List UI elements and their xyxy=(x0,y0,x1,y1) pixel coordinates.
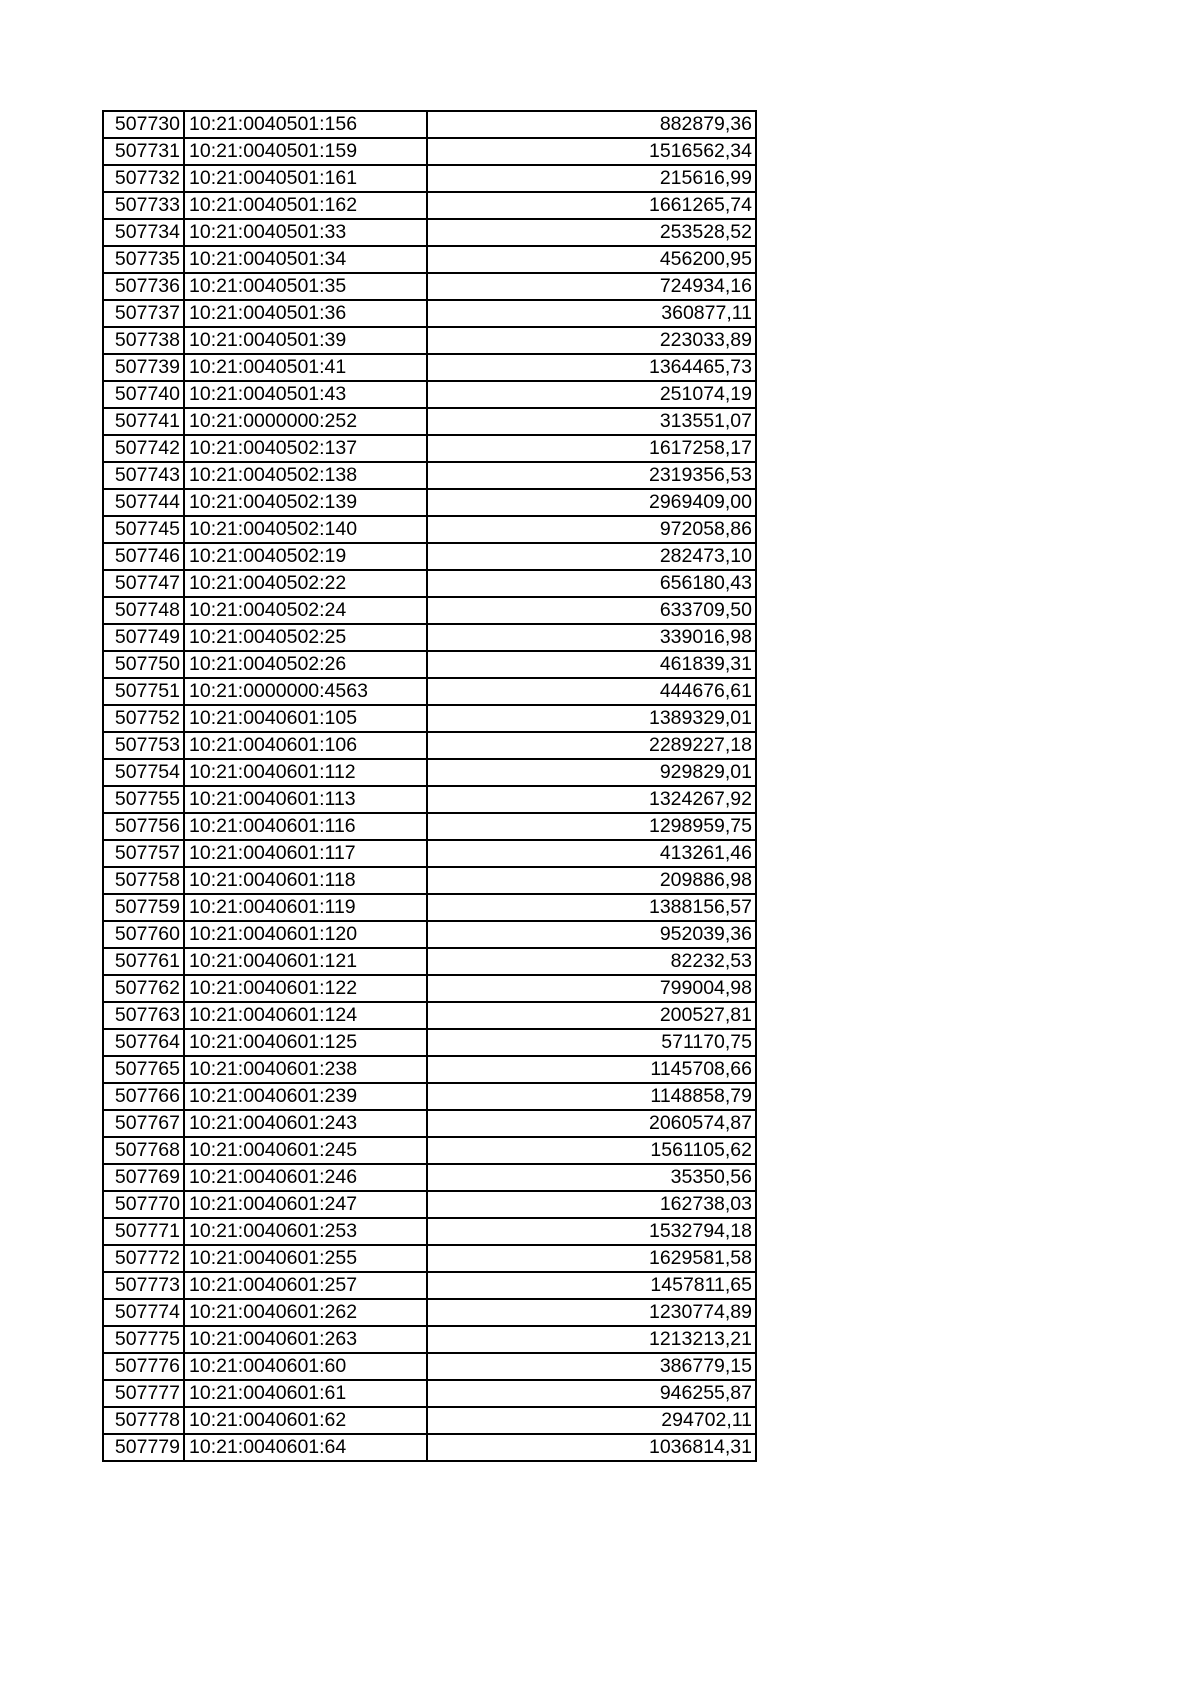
value-cell: 946255,87 xyxy=(427,1380,756,1407)
row-id-cell: 507776 xyxy=(103,1353,184,1380)
row-id-cell: 507730 xyxy=(103,111,184,138)
row-id-cell: 507762 xyxy=(103,975,184,1002)
cadastral-number-cell: 10:21:0040601:239 xyxy=(184,1083,427,1110)
row-id-cell: 507760 xyxy=(103,921,184,948)
table-row xyxy=(103,1245,756,1272)
cadastral-number-cell: 10:21:0040601:121 xyxy=(184,948,427,975)
row-id-cell: 507756 xyxy=(103,813,184,840)
value-cell: 35350,56 xyxy=(427,1164,756,1191)
cadastral-number-cell: 10:21:0040601:238 xyxy=(184,1056,427,1083)
table-row xyxy=(103,786,756,813)
cadastral-number-cell: 10:21:0040601:116 xyxy=(184,813,427,840)
row-id-cell: 507754 xyxy=(103,759,184,786)
cadastral-number-cell: 10:21:0040601:122 xyxy=(184,975,427,1002)
table-row xyxy=(103,381,756,408)
table-row xyxy=(103,840,756,867)
cadastral-number-cell: 10:21:0040502:139 xyxy=(184,489,427,516)
value-cell: 1298959,75 xyxy=(427,813,756,840)
row-id-cell: 507773 xyxy=(103,1272,184,1299)
table-row xyxy=(103,678,756,705)
row-id-cell: 507772 xyxy=(103,1245,184,1272)
table-row xyxy=(103,894,756,921)
table-row xyxy=(103,1218,756,1245)
row-id-cell: 507757 xyxy=(103,840,184,867)
value-cell: 294702,11 xyxy=(427,1407,756,1434)
cadastral-number-cell: 10:21:0040601:120 xyxy=(184,921,427,948)
row-id-cell: 507749 xyxy=(103,624,184,651)
table-row xyxy=(103,1191,756,1218)
value-cell: 1145708,66 xyxy=(427,1056,756,1083)
cadastral-number-cell: 10:21:0040501:34 xyxy=(184,246,427,273)
cadastral-number-cell: 10:21:0040501:39 xyxy=(184,327,427,354)
table-row xyxy=(103,948,756,975)
table-row xyxy=(103,219,756,246)
row-id-cell: 507770 xyxy=(103,1191,184,1218)
value-cell: 2060574,87 xyxy=(427,1110,756,1137)
value-cell: 1324267,92 xyxy=(427,786,756,813)
row-id-cell: 507731 xyxy=(103,138,184,165)
row-id-cell: 507768 xyxy=(103,1137,184,1164)
cadastral-number-cell: 10:21:0040502:25 xyxy=(184,624,427,651)
row-id-cell: 507753 xyxy=(103,732,184,759)
data-table xyxy=(102,110,757,1462)
cadastral-number-cell: 10:21:0040502:140 xyxy=(184,516,427,543)
table-row xyxy=(103,300,756,327)
value-cell: 162738,03 xyxy=(427,1191,756,1218)
table-row xyxy=(103,1299,756,1326)
value-cell: 1457811,65 xyxy=(427,1272,756,1299)
row-id-cell: 507746 xyxy=(103,543,184,570)
value-cell: 413261,46 xyxy=(427,840,756,867)
row-id-cell: 507747 xyxy=(103,570,184,597)
value-cell: 1516562,34 xyxy=(427,138,756,165)
row-id-cell: 507742 xyxy=(103,435,184,462)
table-row xyxy=(103,462,756,489)
row-id-cell: 507736 xyxy=(103,273,184,300)
value-cell: 1532794,18 xyxy=(427,1218,756,1245)
value-cell: 1661265,74 xyxy=(427,192,756,219)
row-id-cell: 507777 xyxy=(103,1380,184,1407)
table-row xyxy=(103,1164,756,1191)
value-cell: 2319356,53 xyxy=(427,462,756,489)
value-cell: 724934,16 xyxy=(427,273,756,300)
table-row xyxy=(103,273,756,300)
value-cell: 200527,81 xyxy=(427,1002,756,1029)
table-row xyxy=(103,543,756,570)
cadastral-number-cell: 10:21:0040601:118 xyxy=(184,867,427,894)
row-id-cell: 507765 xyxy=(103,1056,184,1083)
value-cell: 1036814,31 xyxy=(427,1434,756,1461)
value-cell: 1213213,21 xyxy=(427,1326,756,1353)
value-cell: 339016,98 xyxy=(427,624,756,651)
cadastral-number-cell: 10:21:0040501:43 xyxy=(184,381,427,408)
cadastral-number-cell: 10:21:0040502:22 xyxy=(184,570,427,597)
row-id-cell: 507737 xyxy=(103,300,184,327)
value-cell: 360877,11 xyxy=(427,300,756,327)
table-row xyxy=(103,246,756,273)
table-row xyxy=(103,435,756,462)
value-cell: 209886,98 xyxy=(427,867,756,894)
table-row xyxy=(103,570,756,597)
cadastral-number-cell: 10:21:0040601:125 xyxy=(184,1029,427,1056)
table-row xyxy=(103,1353,756,1380)
table-row xyxy=(103,624,756,651)
cadastral-number-cell: 10:21:0000000:4563 xyxy=(184,678,427,705)
row-id-cell: 507745 xyxy=(103,516,184,543)
table-row xyxy=(103,489,756,516)
table-row xyxy=(103,408,756,435)
cadastral-number-cell: 10:21:0040501:156 xyxy=(184,111,427,138)
row-id-cell: 507738 xyxy=(103,327,184,354)
cadastral-number-cell: 10:21:0040601:119 xyxy=(184,894,427,921)
cadastral-number-cell: 10:21:0040601:257 xyxy=(184,1272,427,1299)
value-cell: 2969409,00 xyxy=(427,489,756,516)
value-cell: 223033,89 xyxy=(427,327,756,354)
cadastral-number-cell: 10:21:0040601:263 xyxy=(184,1326,427,1353)
value-cell: 282473,10 xyxy=(427,543,756,570)
row-id-cell: 507740 xyxy=(103,381,184,408)
row-id-cell: 507733 xyxy=(103,192,184,219)
value-cell: 656180,43 xyxy=(427,570,756,597)
row-id-cell: 507750 xyxy=(103,651,184,678)
cadastral-number-cell: 10:21:0040501:162 xyxy=(184,192,427,219)
cadastral-number-cell: 10:21:0040601:247 xyxy=(184,1191,427,1218)
value-cell: 1388156,57 xyxy=(427,894,756,921)
table-row xyxy=(103,813,756,840)
row-id-cell: 507764 xyxy=(103,1029,184,1056)
value-cell: 952039,36 xyxy=(427,921,756,948)
value-cell: 215616,99 xyxy=(427,165,756,192)
row-id-cell: 507774 xyxy=(103,1299,184,1326)
table-row xyxy=(103,1380,756,1407)
row-id-cell: 507748 xyxy=(103,597,184,624)
value-cell: 882879,36 xyxy=(427,111,756,138)
value-cell: 1617258,17 xyxy=(427,435,756,462)
table-row xyxy=(103,354,756,381)
cadastral-number-cell: 10:21:0040601:243 xyxy=(184,1110,427,1137)
table-row xyxy=(103,1326,756,1353)
value-cell: 1230774,89 xyxy=(427,1299,756,1326)
cadastral-number-cell: 10:21:0040601:245 xyxy=(184,1137,427,1164)
row-id-cell: 507775 xyxy=(103,1326,184,1353)
row-id-cell: 507744 xyxy=(103,489,184,516)
table-row xyxy=(103,921,756,948)
table-row xyxy=(103,732,756,759)
row-id-cell: 507734 xyxy=(103,219,184,246)
value-cell: 386779,15 xyxy=(427,1353,756,1380)
table-row xyxy=(103,165,756,192)
table-row xyxy=(103,1434,756,1461)
table-row xyxy=(103,759,756,786)
row-id-cell: 507741 xyxy=(103,408,184,435)
table-row xyxy=(103,327,756,354)
cadastral-number-cell: 10:21:0040601:113 xyxy=(184,786,427,813)
cadastral-number-cell: 10:21:0040501:159 xyxy=(184,138,427,165)
row-id-cell: 507739 xyxy=(103,354,184,381)
row-id-cell: 507778 xyxy=(103,1407,184,1434)
value-cell: 82232,53 xyxy=(427,948,756,975)
row-id-cell: 507735 xyxy=(103,246,184,273)
value-cell: 253528,52 xyxy=(427,219,756,246)
table-row xyxy=(103,1137,756,1164)
value-cell: 251074,19 xyxy=(427,381,756,408)
cadastral-number-cell: 10:21:0040601:62 xyxy=(184,1407,427,1434)
cadastral-number-cell: 10:21:0040502:137 xyxy=(184,435,427,462)
cadastral-number-cell: 10:21:0040601:61 xyxy=(184,1380,427,1407)
cadastral-number-cell: 10:21:0040501:161 xyxy=(184,165,427,192)
table-row xyxy=(103,705,756,732)
cadastral-number-cell: 10:21:0040601:105 xyxy=(184,705,427,732)
cadastral-number-cell: 10:21:0040601:253 xyxy=(184,1218,427,1245)
value-cell: 313551,07 xyxy=(427,408,756,435)
value-cell: 633709,50 xyxy=(427,597,756,624)
value-cell: 456200,95 xyxy=(427,246,756,273)
cadastral-number-cell: 10:21:0040501:41 xyxy=(184,354,427,381)
table-row xyxy=(103,1110,756,1137)
table-row xyxy=(103,516,756,543)
row-id-cell: 507769 xyxy=(103,1164,184,1191)
cadastral-number-cell: 10:21:0040601:117 xyxy=(184,840,427,867)
row-id-cell: 507766 xyxy=(103,1083,184,1110)
value-cell: 1364465,73 xyxy=(427,354,756,381)
cadastral-number-cell: 10:21:0040502:26 xyxy=(184,651,427,678)
table-row xyxy=(103,975,756,1002)
row-id-cell: 507751 xyxy=(103,678,184,705)
table-row xyxy=(103,1029,756,1056)
value-cell: 1561105,62 xyxy=(427,1137,756,1164)
row-id-cell: 507752 xyxy=(103,705,184,732)
cadastral-number-cell: 10:21:0040502:24 xyxy=(184,597,427,624)
value-cell: 444676,61 xyxy=(427,678,756,705)
row-id-cell: 507779 xyxy=(103,1434,184,1461)
cadastral-number-cell: 10:21:0000000:252 xyxy=(184,408,427,435)
cadastral-number-cell: 10:21:0040502:138 xyxy=(184,462,427,489)
value-cell: 929829,01 xyxy=(427,759,756,786)
table-row xyxy=(103,1272,756,1299)
cadastral-number-cell: 10:21:0040601:255 xyxy=(184,1245,427,1272)
table-row xyxy=(103,1002,756,1029)
row-id-cell: 507767 xyxy=(103,1110,184,1137)
value-cell: 799004,98 xyxy=(427,975,756,1002)
cadastral-number-cell: 10:21:0040501:35 xyxy=(184,273,427,300)
row-id-cell: 507743 xyxy=(103,462,184,489)
cadastral-number-cell: 10:21:0040501:36 xyxy=(184,300,427,327)
table-row xyxy=(103,1056,756,1083)
table-body xyxy=(103,111,756,1461)
table-row xyxy=(103,111,756,138)
value-cell: 1629581,58 xyxy=(427,1245,756,1272)
cadastral-number-cell: 10:21:0040601:124 xyxy=(184,1002,427,1029)
cadastral-number-cell: 10:21:0040601:262 xyxy=(184,1299,427,1326)
value-cell: 571170,75 xyxy=(427,1029,756,1056)
row-id-cell: 507771 xyxy=(103,1218,184,1245)
table-row xyxy=(103,1407,756,1434)
table-row xyxy=(103,1083,756,1110)
table-row xyxy=(103,867,756,894)
table-row xyxy=(103,651,756,678)
value-cell: 972058,86 xyxy=(427,516,756,543)
table-row xyxy=(103,597,756,624)
row-id-cell: 507732 xyxy=(103,165,184,192)
cadastral-number-cell: 10:21:0040601:60 xyxy=(184,1353,427,1380)
value-cell: 461839,31 xyxy=(427,651,756,678)
value-cell: 1148858,79 xyxy=(427,1083,756,1110)
row-id-cell: 507758 xyxy=(103,867,184,894)
row-id-cell: 507755 xyxy=(103,786,184,813)
table-row xyxy=(103,192,756,219)
row-id-cell: 507759 xyxy=(103,894,184,921)
cadastral-number-cell: 10:21:0040601:246 xyxy=(184,1164,427,1191)
row-id-cell: 507763 xyxy=(103,1002,184,1029)
value-cell: 2289227,18 xyxy=(427,732,756,759)
value-cell: 1389329,01 xyxy=(427,705,756,732)
cadastral-number-cell: 10:21:0040601:112 xyxy=(184,759,427,786)
cadastral-number-cell: 10:21:0040601:106 xyxy=(184,732,427,759)
cadastral-number-cell: 10:21:0040502:19 xyxy=(184,543,427,570)
cadastral-number-cell: 10:21:0040601:64 xyxy=(184,1434,427,1461)
cadastral-number-cell: 10:21:0040501:33 xyxy=(184,219,427,246)
row-id-cell: 507761 xyxy=(103,948,184,975)
table-row xyxy=(103,138,756,165)
